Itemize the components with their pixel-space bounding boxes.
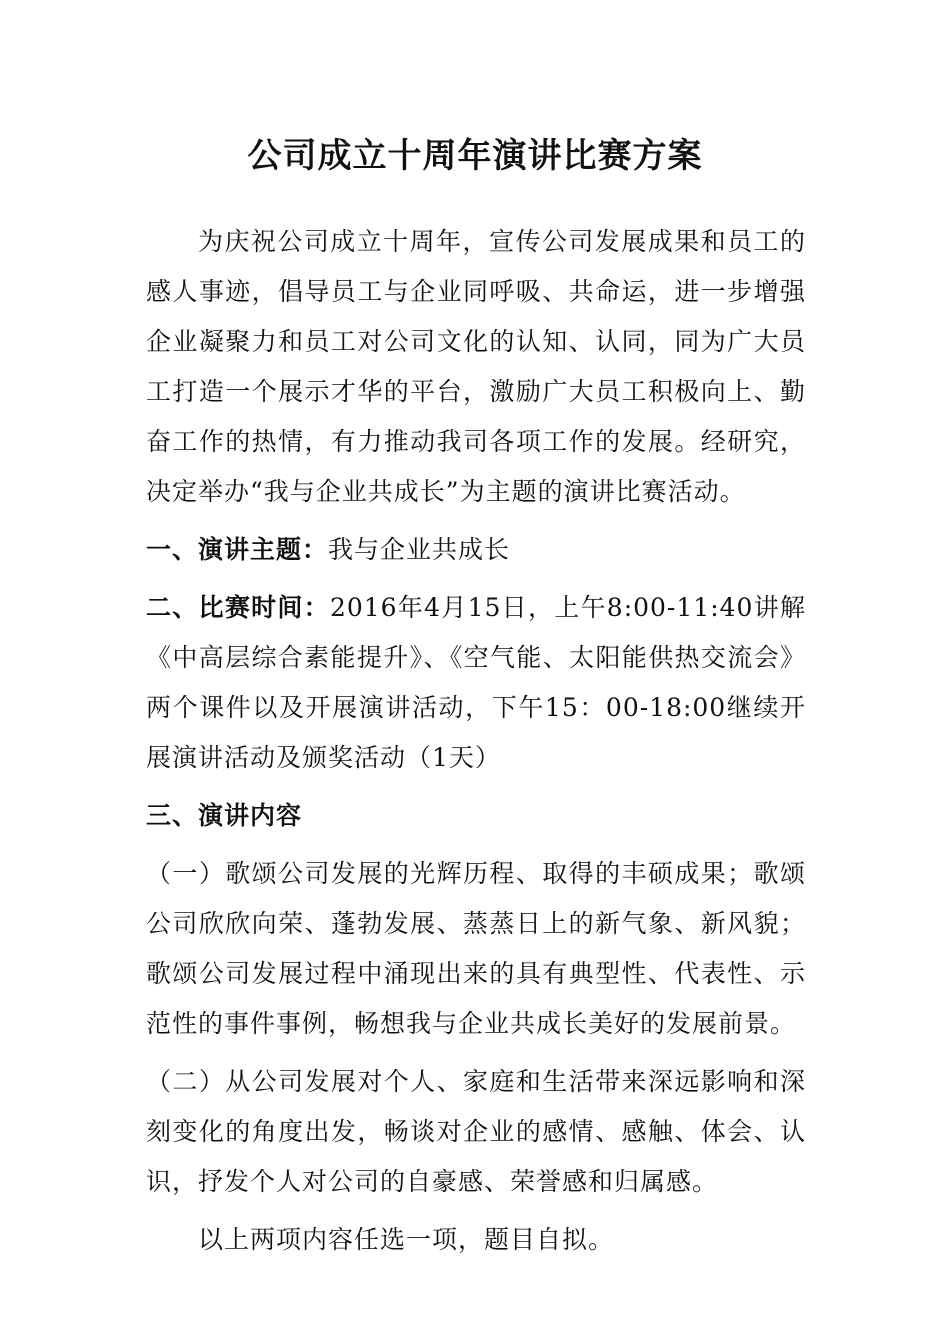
section-time bbox=[146, 583, 806, 783]
section-content-label: 三、演讲内容 bbox=[146, 801, 303, 830]
section-theme-label: 一、演讲主题： bbox=[146, 535, 329, 564]
content-note: 以上两项内容任选一项，题目自拟。 bbox=[198, 1225, 615, 1254]
intro-paragraph: 为庆祝公司成立十周年，宣传公司发展成果和员工的感人事迹，倡导员工与企业同呼吸、共命运，进一步增强企业凝聚力和员工对公司文化的认知、认同，同为广大员工打造一个展示才华的平台，激励广大员工积极向上、勤奋工作的热情，有力推动我司各项工作的发展。经研究，决定举办“我与企业共成长”为主题的演讲比赛活动。 bbox=[146, 227, 806, 506]
section-time-label: 二、比赛时间： bbox=[146, 593, 330, 622]
content-item-1: （一）歌颂公司发展的光辉历程、取得的丰硕成果；歌颂公司欣欣向荣、蓬勃发展、蒸蒸日上的新气象、新风貌；歌颂公司发展过程中涌现出来的具有典型性、代表性、示范性的事件事例，畅想我与企业共成长美好的发展前景。 bbox=[146, 859, 806, 1038]
section-theme bbox=[146, 525, 806, 575]
document-body bbox=[146, 217, 806, 1273]
section-content bbox=[146, 791, 806, 841]
document-title: 公司成立十周年演讲比赛方案 bbox=[247, 136, 703, 176]
section-time-value: 2016年4月15日，上午8:00-11:40讲解《中高层综合素能提升》、《空气能、太阳能供热交流会》两个课件以及开展演讲活动，下午15：00-18:00继续开展演讲活动及颁奖活动（1天） bbox=[146, 593, 806, 772]
content-item-2: （二）从公司发展对个人、家庭和生活带来深远影响和深刻变化的角度出发，畅谈对企业的感情、感触、体会、认识，抒发个人对公司的自豪感、荣誉感和归属感。 bbox=[146, 1067, 806, 1196]
section-theme-value: 我与企业共成长 bbox=[328, 535, 511, 564]
